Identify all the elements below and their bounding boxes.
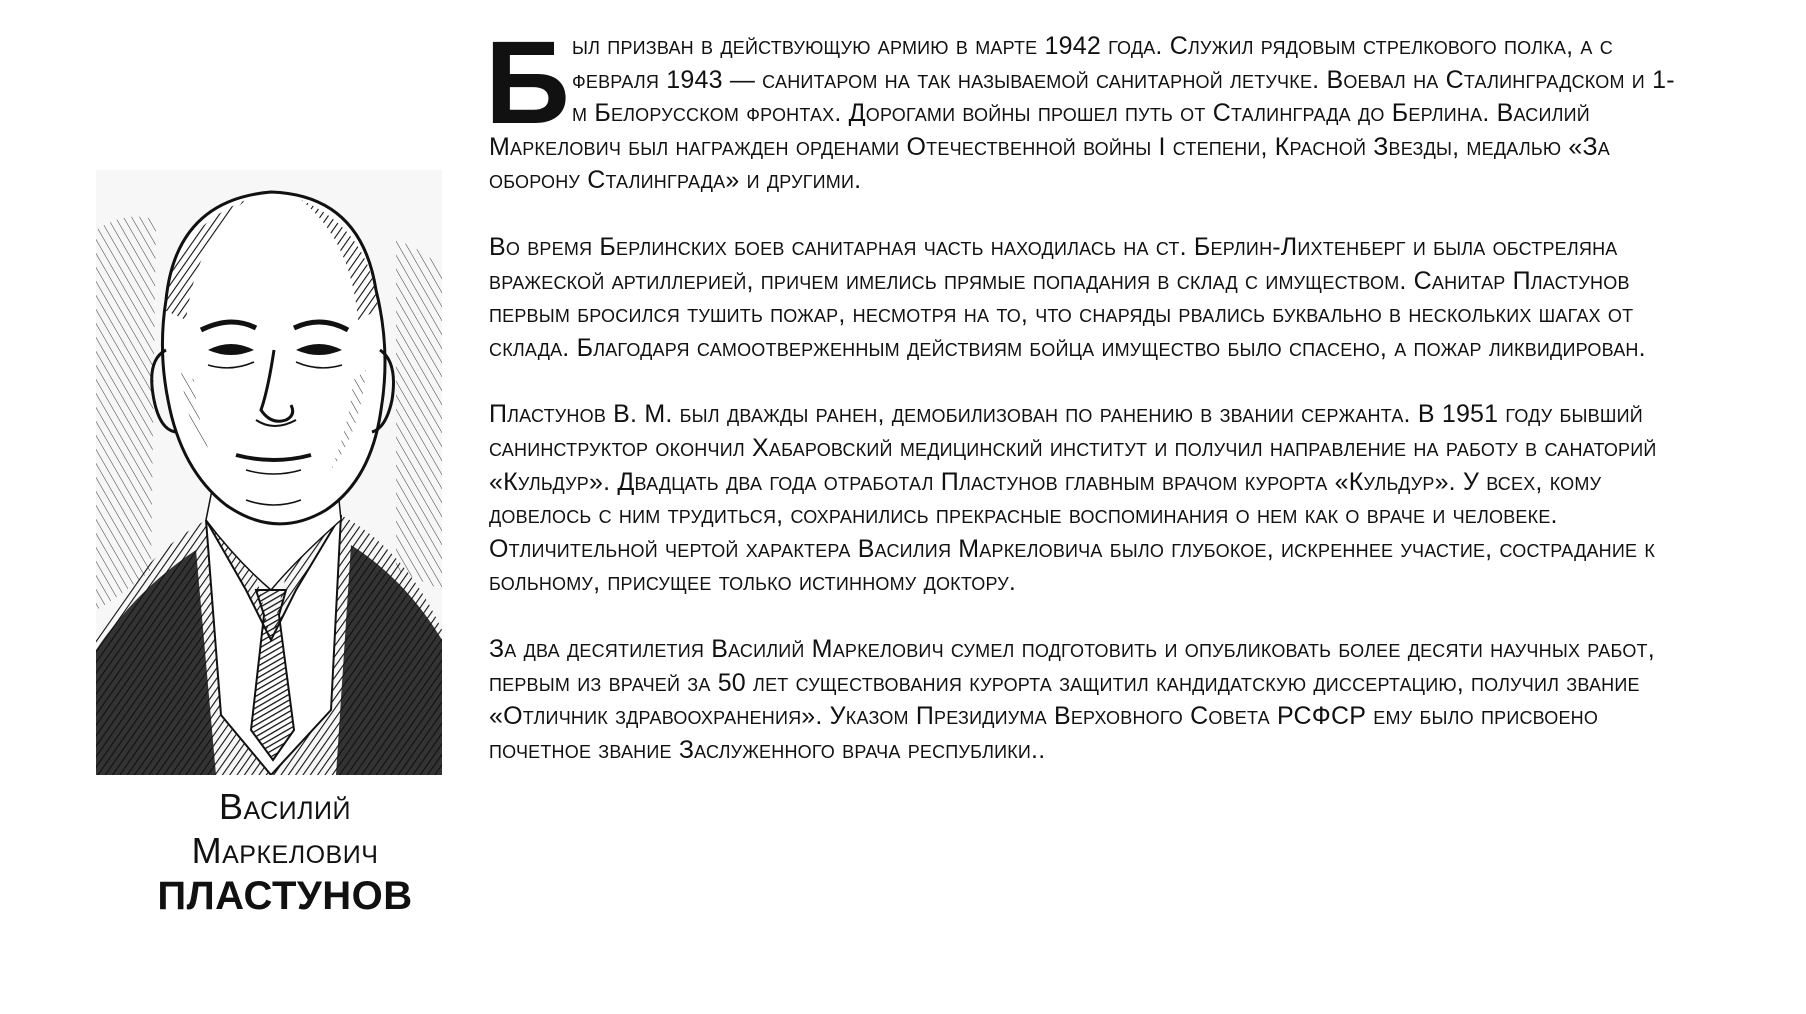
patronymic: Маркелович — [191, 830, 379, 871]
portrait-column — [96, 170, 442, 775]
portrait-sketch-icon — [96, 170, 442, 775]
surname: ПЛАСТУНОВ — [157, 874, 413, 918]
biography-paragraph-4: За два десятилетия Василий Маркелович сумел подготовить и опубликовать более десяти научных работ, первым из врачей за 50 лет существования курорта защитил кандидатскую диссертацию, получил звание «Отличник здравоохранения». Указом Президиума Верховного Совета РСФСР ему было присвоено почетное звание Заслуженного врача республики.. — [489, 634, 1655, 764]
first-name: Василий — [218, 786, 351, 827]
biography-paragraph-2: Во время Берлинских боев санитарная часть находилась на ст. Берлин-Лихтенберг и была обстреляна вражеской артиллерией, причем имелись прямые попадания в склад с имуществом. Санитар Пластунов первым бросился тушить пожар, несмотря на то, что снаряды рвались буквально в нескольких шагах от склада. Благодаря самоотверженным действиям бойца имущество было спасено, а пожар ликвидирован. — [489, 232, 1646, 362]
biography-text — [485, 17, 1679, 800]
biography-paragraph-1 — [485, 17, 1679, 198]
person-name — [96, 785, 506, 919]
paragraph-text: ыл призван в действующую армию в марте 1942 года. Служил рядовым стрелкового полка, а с февраля 1943 — санитаром на так называемой санитарной летучке. Воевал на Сталинградском и 1-м Белорусском фронтах. Дорогами войны прошел путь от Сталинграда до Берлина. Василий Маркелович был награжден орденами Отечественной войны I степени, Красной Звезды, медалью «За оборону Сталинграда» и другими. — [489, 32, 1675, 195]
biography-paragraph-3: Пластунов В. М. был дважды ранен, демобилизован по ранению в звании сержанта. В 1951 году бывший санинструктор окончил Хабаровский медицинский институт и получил направление на работу в санаторий «Кульдур». Двадцать два года отработал Пластунов главным врачом курорта «Кульдур». У всех, кому довелось с ним трудиться, сохранились прекрасные воспоминания о нем как о враче и человеке. Отличительной чертой характера Василия Маркеловича было глубокое, искреннее участие, сострадание к больному, присущее только истинному доктору. — [489, 400, 1657, 597]
drop-cap: Б — [485, 17, 571, 149]
